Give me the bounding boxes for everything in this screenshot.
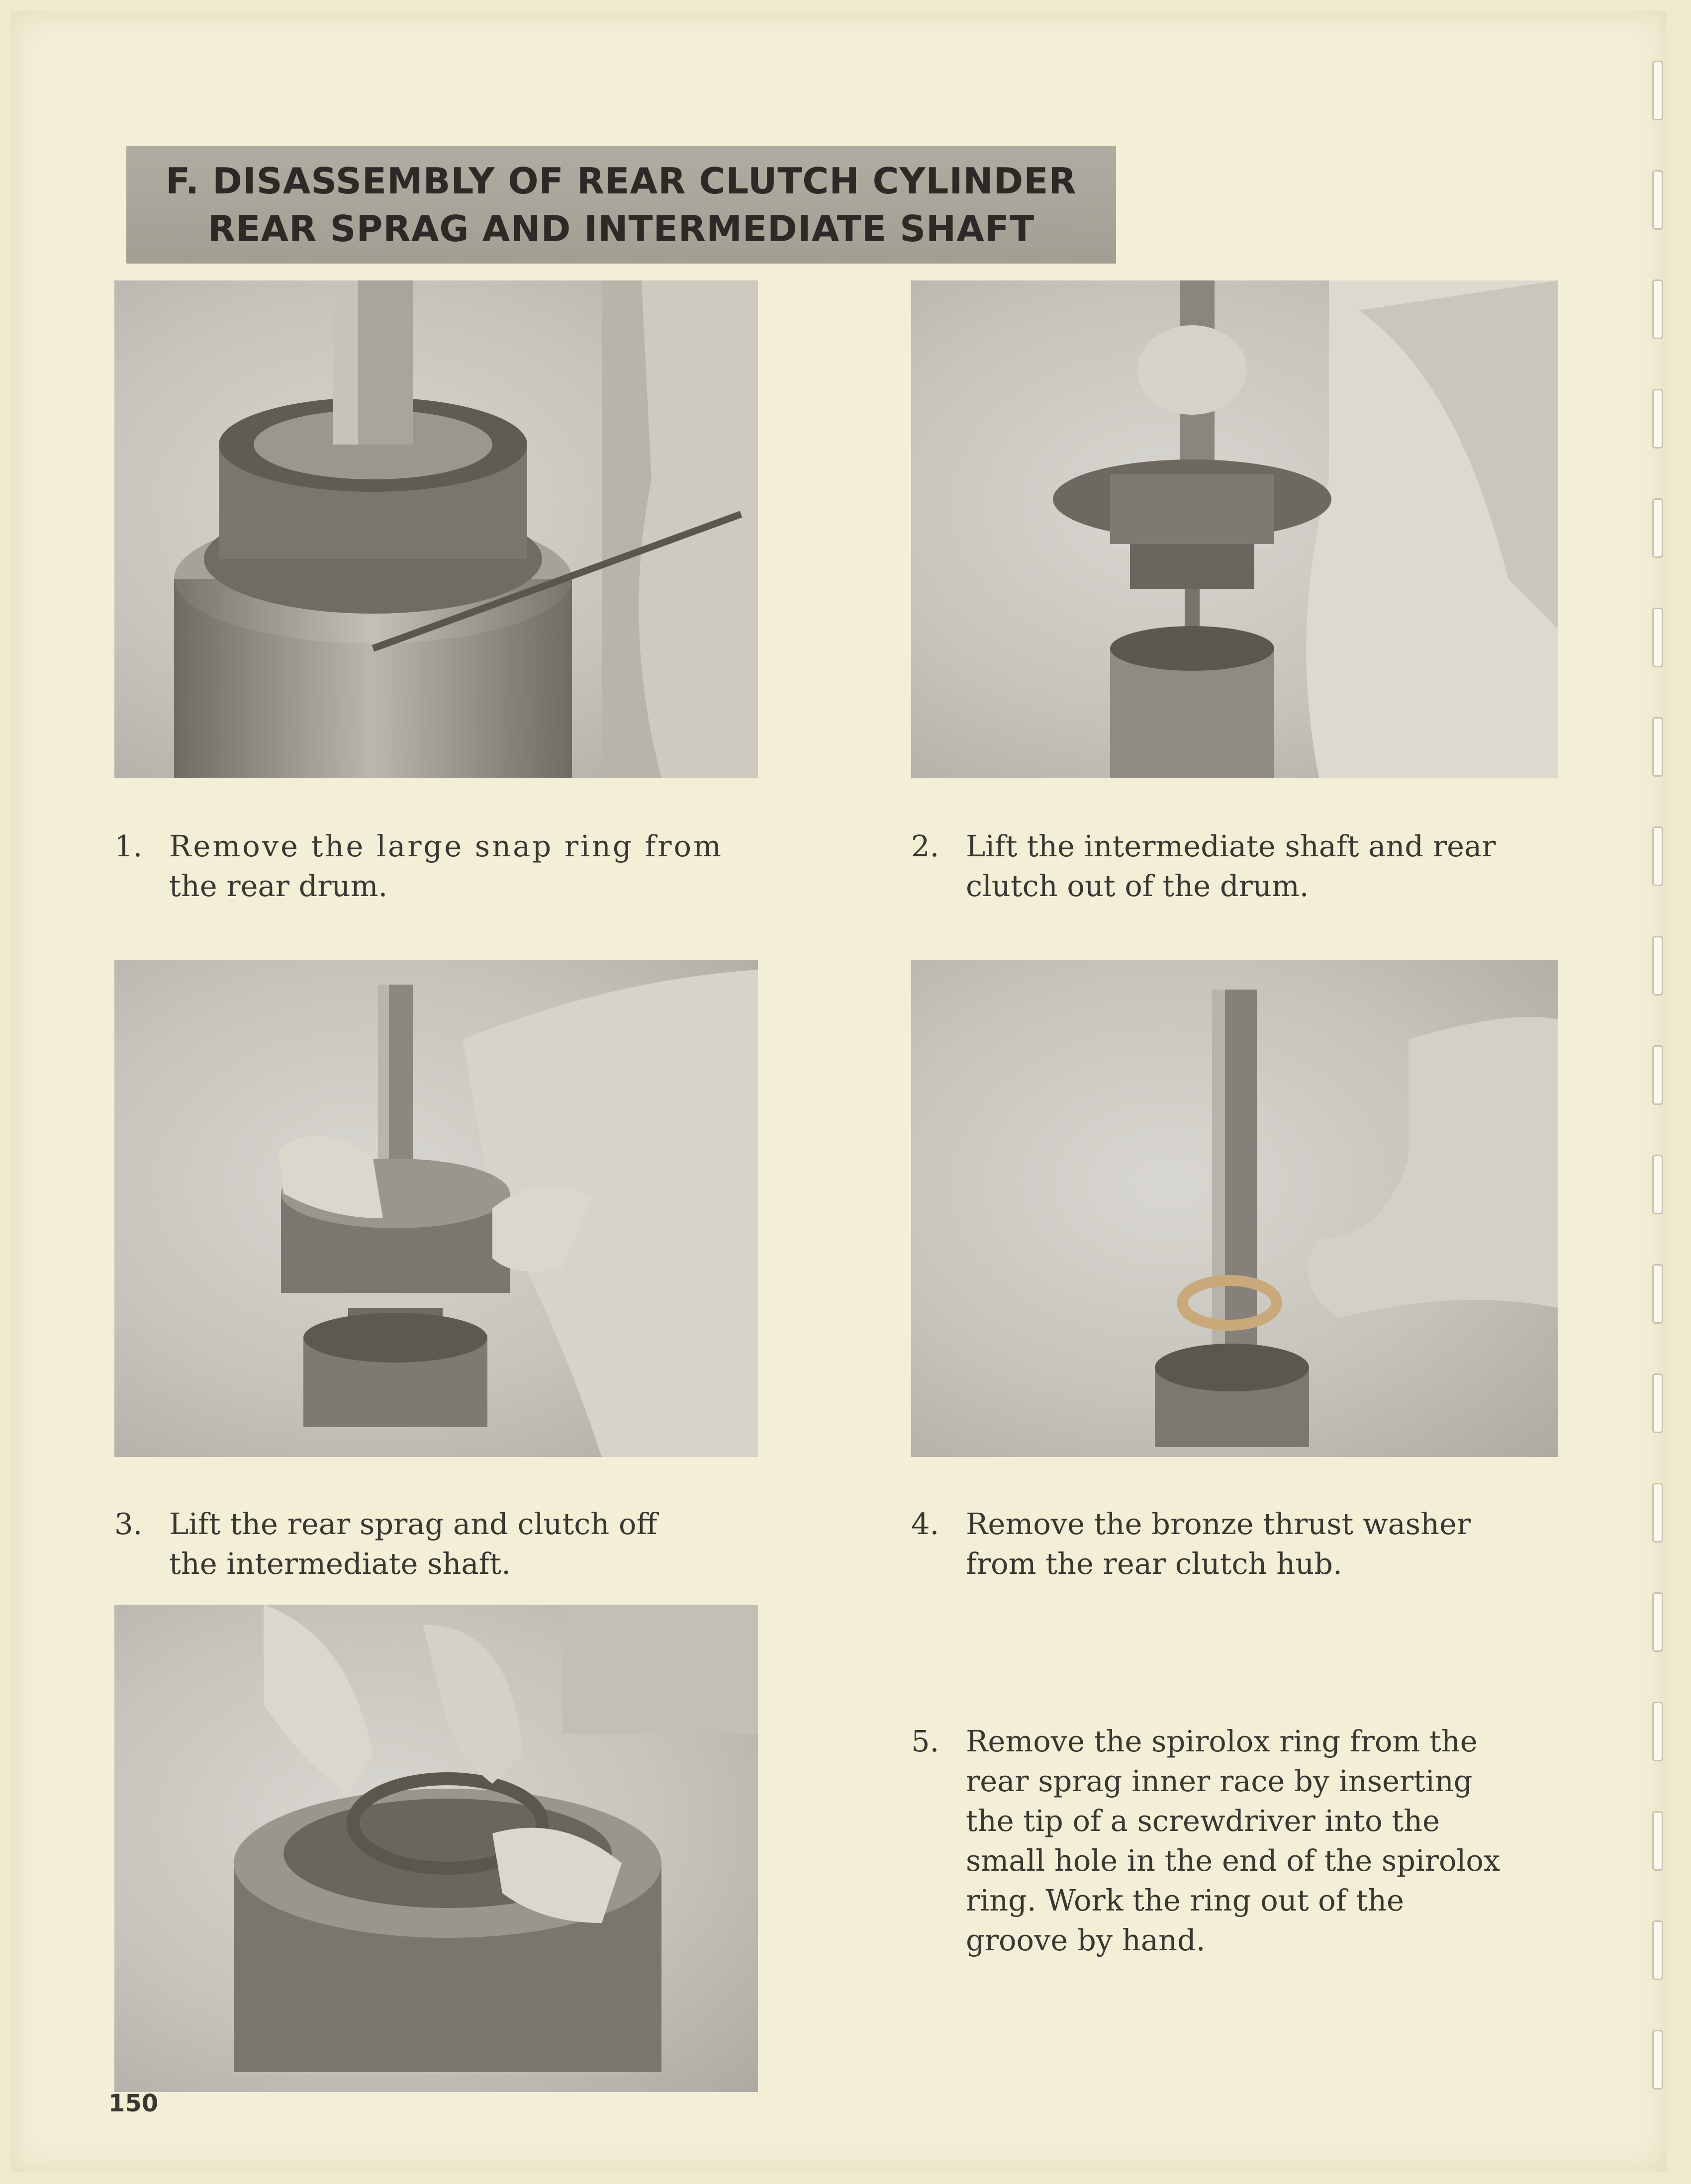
step-number: 3. bbox=[114, 1507, 143, 1541]
step-text bbox=[169, 826, 723, 906]
step-text-line: Remove the large snap ring from bbox=[169, 829, 723, 863]
photo-step-4 bbox=[911, 960, 1558, 1457]
binder-hole bbox=[1652, 1483, 1663, 1543]
binder-hole bbox=[1652, 1920, 1663, 1980]
step-text bbox=[966, 826, 1496, 906]
manual-page bbox=[11, 11, 1667, 2172]
step-text-line: small hole in the end of the spirolox bbox=[966, 1843, 1501, 1878]
step-number: 1. bbox=[114, 829, 143, 863]
binder-hole bbox=[1652, 61, 1663, 120]
binder-hole bbox=[1652, 1592, 1663, 1652]
step-text-line: the intermediate shaft. bbox=[169, 1547, 511, 1581]
step-text-line: Lift the intermediate shaft and rear bbox=[966, 829, 1496, 863]
binder-hole bbox=[1652, 1045, 1663, 1105]
step-text-line: rear sprag inner race by inserting bbox=[966, 1764, 1473, 1798]
photo-step-2-illustration bbox=[911, 280, 1558, 778]
page-number: 150 bbox=[108, 2090, 159, 2117]
binder-hole bbox=[1652, 826, 1663, 886]
step-text-line: the tip of a screwdriver into the bbox=[966, 1804, 1440, 1838]
photo-step-3 bbox=[114, 960, 758, 1457]
photo-step-5 bbox=[114, 1605, 758, 2092]
binder-hole bbox=[1652, 498, 1663, 558]
step-text-line: Remove the bronze thrust washer bbox=[966, 1507, 1471, 1541]
photo-step-2 bbox=[911, 280, 1558, 778]
step-text-line: clutch out of the drum. bbox=[966, 869, 1309, 903]
photo-step-1-illustration bbox=[114, 280, 758, 778]
step-text bbox=[966, 1504, 1471, 1584]
binder-hole bbox=[1652, 2030, 1663, 2090]
photo-step-1 bbox=[114, 280, 758, 778]
step-text-line: from the rear clutch hub. bbox=[966, 1547, 1342, 1581]
photo-step-3-illustration bbox=[114, 960, 758, 1457]
binder-hole bbox=[1652, 1264, 1663, 1324]
binder-hole bbox=[1652, 1702, 1663, 1761]
step-number: 5. bbox=[911, 1724, 939, 1758]
step-text-line: ring. Work the ring out of the bbox=[966, 1883, 1404, 1917]
step-text-line: Remove the spirolox ring from the bbox=[966, 1724, 1478, 1758]
photo-step-5-illustration bbox=[114, 1605, 758, 2092]
step-text-line: Lift the rear sprag and clutch off bbox=[169, 1507, 658, 1541]
binder-hole bbox=[1652, 1373, 1663, 1433]
section-title-line-2: REAR SPRAG AND INTERMEDIATE SHAFT bbox=[207, 208, 1035, 250]
step-number: 4. bbox=[911, 1507, 939, 1541]
section-header bbox=[126, 146, 1116, 264]
binder-hole bbox=[1652, 608, 1663, 667]
binder-hole bbox=[1652, 170, 1663, 230]
binder-hole bbox=[1652, 389, 1663, 449]
step-text bbox=[966, 1722, 1500, 1960]
step-text-line: the rear drum. bbox=[169, 869, 388, 903]
binder-hole bbox=[1652, 717, 1663, 777]
binder-hole bbox=[1652, 279, 1663, 339]
step-number: 2. bbox=[911, 829, 939, 863]
binder-hole bbox=[1652, 936, 1663, 996]
step-text bbox=[169, 1504, 657, 1584]
step-text-line: groove by hand. bbox=[966, 1923, 1206, 1957]
binder-hole bbox=[1652, 1811, 1663, 1871]
section-title-line-1: F. DISASSEMBLY OF REAR CLUTCH CYLINDER bbox=[166, 160, 1077, 202]
photo-step-4-illustration bbox=[911, 960, 1558, 1457]
binder-hole bbox=[1652, 1155, 1663, 1214]
section-title bbox=[126, 157, 1116, 253]
